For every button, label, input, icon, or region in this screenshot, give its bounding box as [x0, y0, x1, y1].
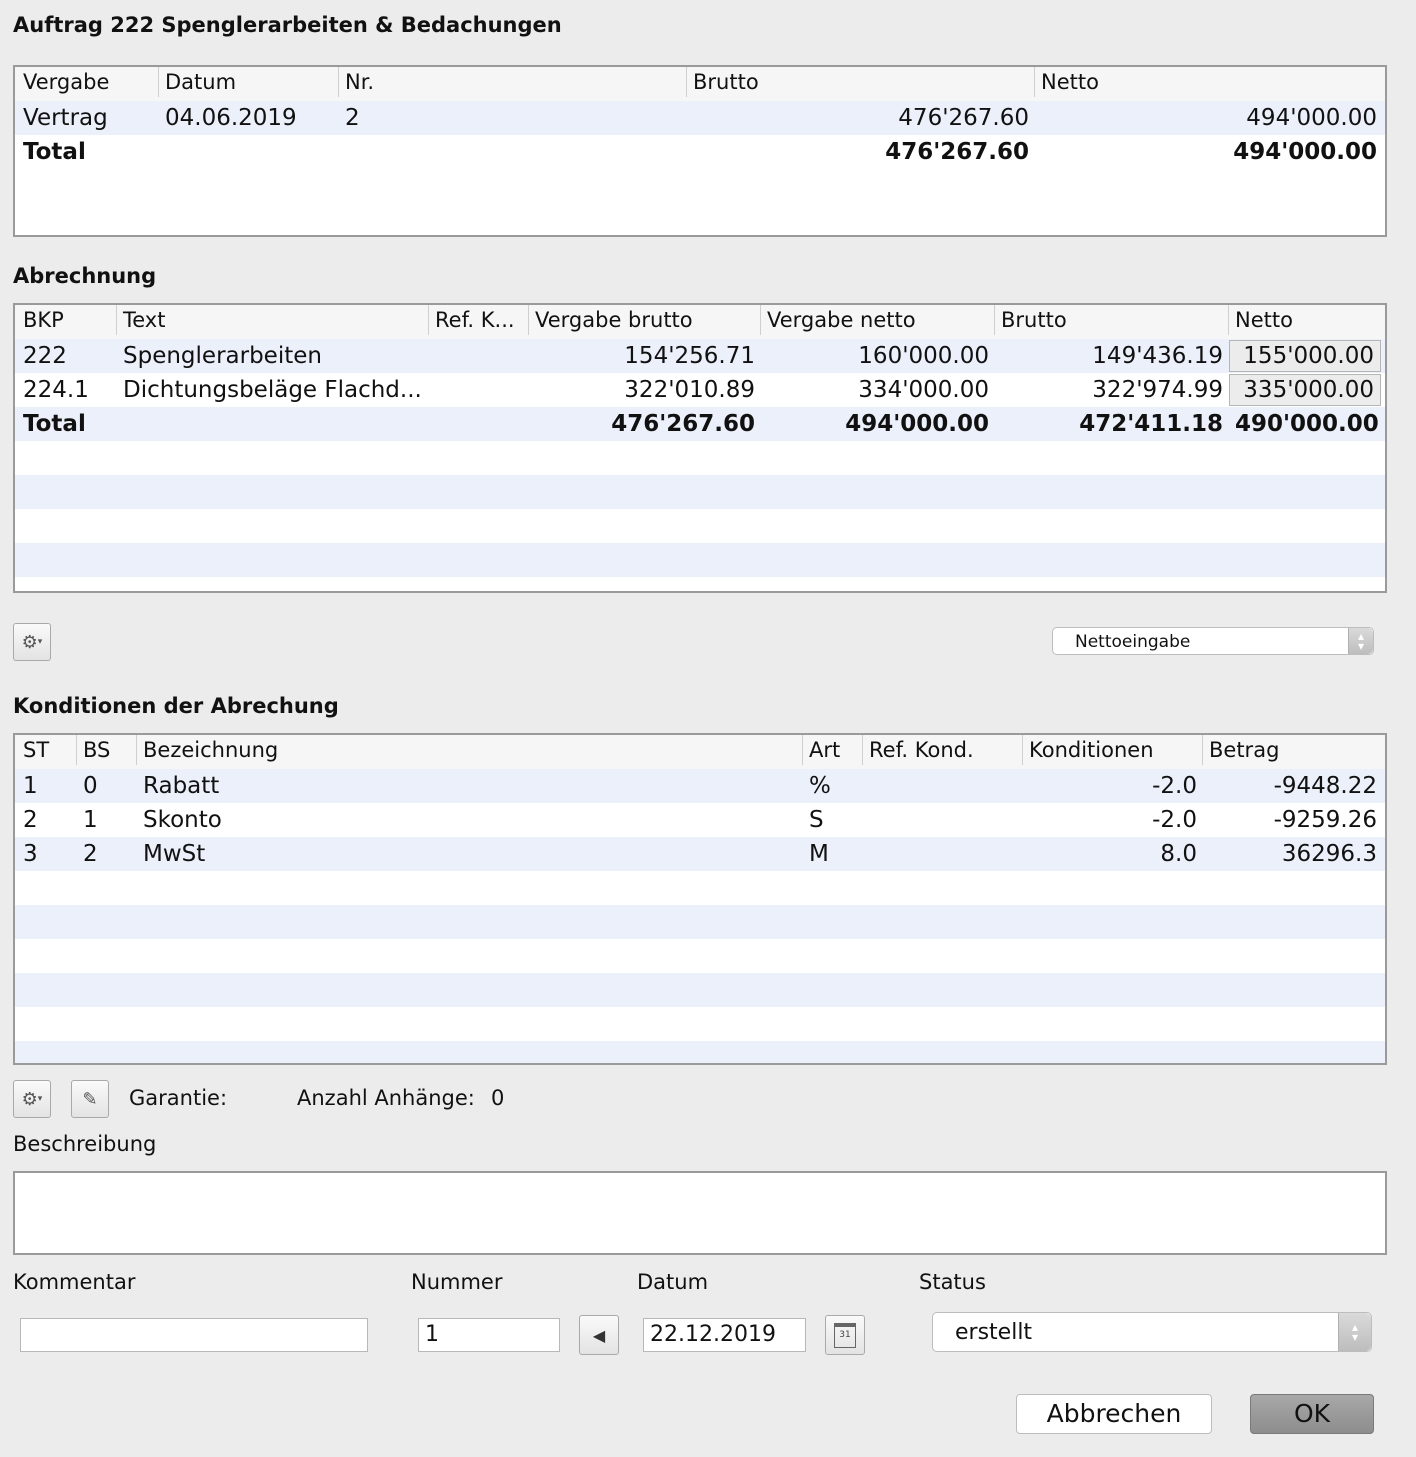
col-bkp[interactable]: BKP — [17, 305, 117, 335]
cell-konditionen: -2.0 — [1152, 773, 1197, 799]
status-value: erstellt — [955, 1320, 1033, 1345]
total-label: Total — [23, 139, 86, 165]
table-row[interactable] — [15, 769, 1385, 803]
cell-bs: 1 — [83, 807, 98, 833]
total-vergabe-brutto: 476'267.60 — [611, 411, 755, 437]
cell-art: % — [809, 773, 831, 799]
konditionen-gear-menu-button[interactable] — [13, 1080, 51, 1118]
empty-row — [15, 973, 1385, 1007]
gear-icon: ⚙ — [21, 631, 38, 653]
cell-st: 3 — [23, 841, 38, 867]
total-brutto: 476'267.60 — [885, 139, 1029, 165]
col-datum[interactable]: Datum — [159, 67, 339, 97]
triangle-left-icon: ◀ — [592, 1325, 606, 1345]
cell-bkp: 224.1 — [23, 377, 89, 403]
cell-vergabe-netto: 334'000.00 — [858, 377, 989, 403]
col-nr[interactable]: Nr. — [339, 67, 687, 97]
cell-text: Spenglerarbeiten — [123, 343, 322, 369]
col-vergabe-netto[interactable]: Vergabe netto — [761, 305, 995, 335]
select-arrows-icon: ▴ ▾ — [1348, 628, 1373, 654]
cell-betrag: -9448.22 — [1273, 773, 1377, 799]
col-brutto[interactable]: Brutto — [687, 67, 1035, 97]
cell-vergabe-netto: 160'000.00 — [858, 343, 989, 369]
garantie-label: Garantie: — [129, 1086, 228, 1110]
netto-edit-cell[interactable]: 335'000.00 — [1229, 374, 1381, 406]
chevron-down-icon: ▾ — [37, 1094, 43, 1104]
dialog-title: Auftrag 222 Spenglerarbeiten & Bedachungen — [13, 13, 562, 37]
datum-label: Datum — [637, 1270, 709, 1294]
table-row[interactable] — [15, 339, 1385, 373]
calendar-button[interactable] — [825, 1315, 865, 1355]
cell-bezeichnung: Rabatt — [143, 773, 220, 799]
netto-edit-cell[interactable]: 155'000.00 — [1229, 340, 1381, 372]
abrechnung-table-header — [15, 305, 1385, 339]
cell-brutto: 476'267.60 — [898, 105, 1029, 131]
cell-netto: 494'000.00 — [1246, 105, 1377, 131]
vergabe-table — [13, 65, 1387, 237]
col-ref-kond[interactable]: Ref. Kond. — [863, 735, 1023, 765]
cell-betrag: -9259.26 — [1273, 807, 1377, 833]
col-brutto[interactable]: Brutto — [995, 305, 1229, 335]
abrechnung-title: Abrechnung — [13, 264, 157, 288]
col-konditionen[interactable]: Konditionen — [1023, 735, 1203, 765]
nummer-label: Nummer — [411, 1270, 503, 1294]
col-bs[interactable]: BS — [77, 735, 137, 765]
anhaenge-count: 0 — [491, 1086, 505, 1110]
status-label: Status — [919, 1270, 986, 1294]
gear-icon: ⚙ — [21, 1088, 38, 1110]
total-row — [15, 407, 1385, 441]
cell-art: S — [809, 807, 824, 833]
table-row[interactable] — [15, 803, 1385, 837]
table-row[interactable] — [15, 373, 1385, 407]
empty-row — [15, 441, 1385, 475]
cell-st: 1 — [23, 773, 38, 799]
calendar-icon: 31 — [834, 1323, 856, 1348]
col-ref-k[interactable]: Ref. K... — [429, 305, 529, 335]
abrechnung-gear-menu-button[interactable] — [13, 623, 51, 661]
eingabe-mode-value: Nettoeingabe — [1075, 632, 1191, 652]
cell-vergabe: Vertrag — [23, 105, 108, 131]
total-vergabe-netto: 494'000.00 — [845, 411, 989, 437]
pencil-icon: ✎ — [82, 1088, 98, 1110]
anhaenge-label: Anzahl Anhänge: — [297, 1086, 475, 1110]
cell-konditionen: 8.0 — [1160, 841, 1197, 867]
col-art[interactable]: Art — [803, 735, 863, 765]
abrechnung-table — [13, 303, 1387, 593]
empty-row — [15, 475, 1385, 509]
kommentar-label: Kommentar — [13, 1270, 136, 1294]
nummer-input[interactable]: 1 — [418, 1318, 560, 1352]
konditionen-table — [13, 733, 1387, 1065]
cell-text: Dichtungsbeläge Flachd... — [123, 377, 422, 403]
cell-nr: 2 — [345, 105, 360, 131]
total-netto: 490'000.00 — [1235, 411, 1379, 437]
select-arrows-icon: ▴ ▾ — [1338, 1313, 1371, 1351]
chevron-down-icon: ▾ — [37, 637, 43, 647]
table-row[interactable] — [15, 101, 1385, 135]
cell-bkp: 222 — [23, 343, 67, 369]
cell-brutto: 322'974.99 — [1092, 377, 1223, 403]
cell-betrag: 36296.3 — [1281, 841, 1377, 867]
total-netto: 494'000.00 — [1233, 139, 1377, 165]
cell-bs: 2 — [83, 841, 98, 867]
total-row — [15, 135, 1385, 169]
col-bezeichnung[interactable]: Bezeichnung — [137, 735, 803, 765]
cell-vergabe-brutto: 322'010.89 — [624, 377, 755, 403]
cancel-button[interactable]: Abbrechen — [1016, 1394, 1212, 1434]
empty-row — [15, 509, 1385, 543]
empty-row — [15, 543, 1385, 577]
empty-row — [15, 871, 1385, 905]
cell-konditionen: -2.0 — [1152, 807, 1197, 833]
vergabe-table-header — [15, 67, 1385, 101]
eingabe-mode-select[interactable] — [1052, 627, 1374, 655]
col-vergabe-brutto[interactable]: Vergabe brutto — [529, 305, 761, 335]
cell-art: M — [809, 841, 829, 867]
empty-row — [15, 1041, 1385, 1065]
col-vergabe[interactable]: Vergabe — [17, 67, 159, 97]
total-label: Total — [23, 411, 86, 437]
konditionen-title: Konditionen der Abrechung — [13, 694, 339, 718]
empty-row — [15, 1007, 1385, 1041]
ok-button[interactable]: OK — [1250, 1394, 1374, 1434]
col-netto[interactable]: Netto — [1235, 308, 1293, 332]
datum-input[interactable]: 22.12.2019 — [643, 1318, 806, 1352]
cell-bezeichnung: MwSt — [143, 841, 206, 867]
cell-vergabe-brutto: 154'256.71 — [624, 343, 755, 369]
empty-row — [15, 905, 1385, 939]
kommentar-input[interactable] — [20, 1318, 368, 1352]
col-text[interactable]: Text — [117, 305, 429, 335]
previous-button[interactable] — [579, 1315, 619, 1355]
col-st[interactable]: ST — [17, 735, 77, 765]
cell-st: 2 — [23, 807, 38, 833]
cell-brutto: 149'436.19 — [1092, 343, 1223, 369]
status-select[interactable] — [932, 1312, 1372, 1352]
total-brutto: 472'411.18 — [1079, 411, 1223, 437]
beschreibung-textarea[interactable] — [13, 1171, 1387, 1255]
table-row[interactable] — [15, 837, 1385, 871]
beschreibung-label: Beschreibung — [13, 1132, 157, 1156]
cell-datum: 04.06.2019 — [165, 105, 297, 131]
col-netto[interactable]: Netto — [1041, 70, 1099, 94]
col-betrag[interactable]: Betrag — [1209, 738, 1280, 762]
konditionen-table-header — [15, 735, 1385, 769]
edit-button[interactable] — [71, 1080, 109, 1118]
cell-bezeichnung: Skonto — [143, 807, 222, 833]
empty-row — [15, 939, 1385, 973]
cell-bs: 0 — [83, 773, 98, 799]
